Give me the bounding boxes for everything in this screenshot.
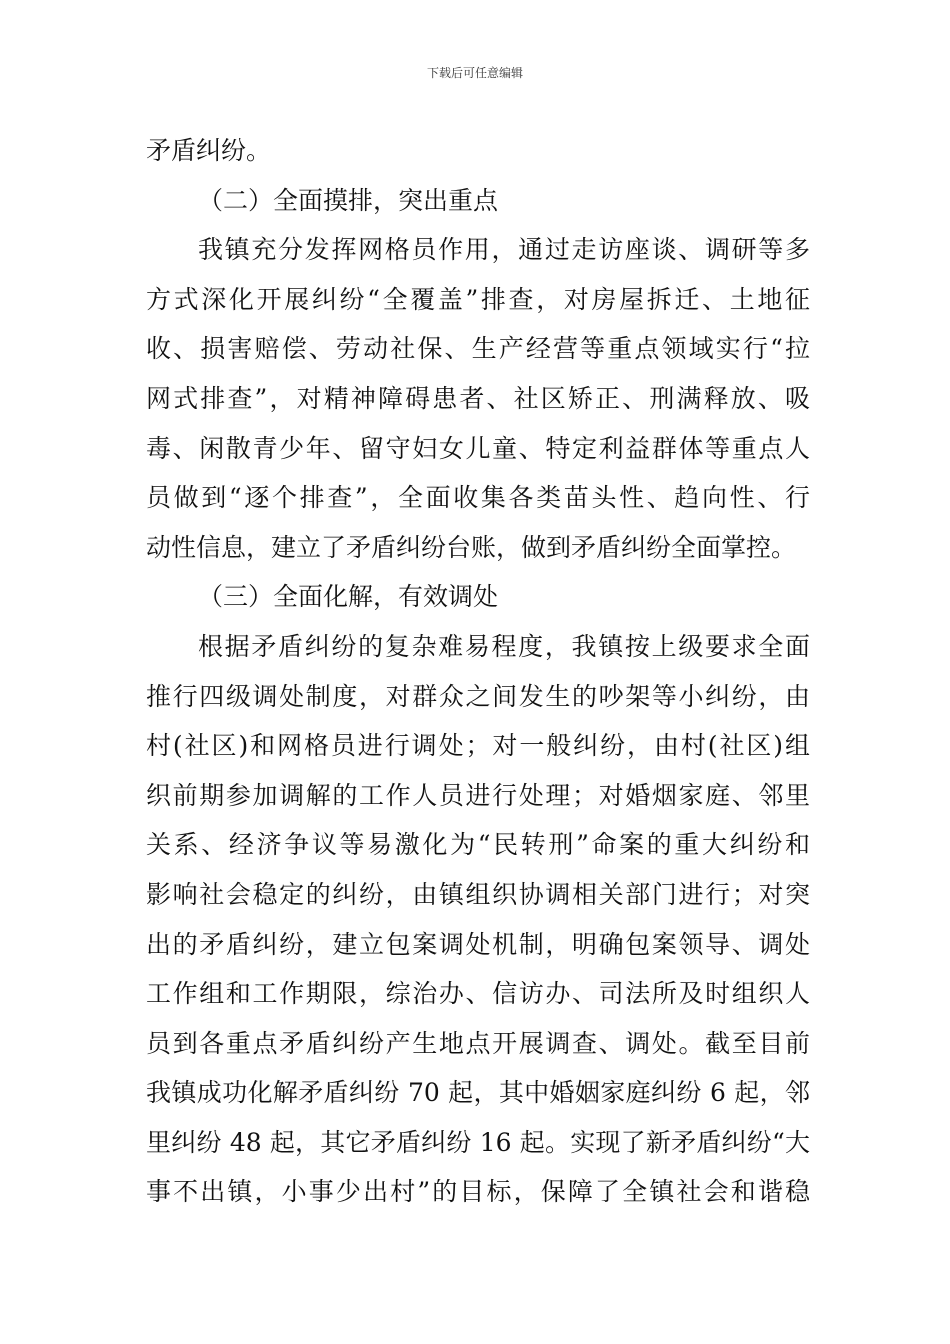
paragraph-line: 网式排查”，对精神障碍患者、社区矫正、刑满释放、吸 xyxy=(146,383,810,413)
paragraph-line: 影响社会稳定的纠纷，由镇组织协调相关部门进行；对突 xyxy=(146,879,810,909)
paragraph-line: 关系、经济争议等易激化为“民转刑”命案的重大纠纷和 xyxy=(146,830,810,860)
paragraph-line: 根据矛盾纠纷的复杂难易程度，我镇按上级要求全面 xyxy=(198,631,810,661)
paragraph-line: 推行四级调处制度，对群众之间发生的吵架等小纠纷，由 xyxy=(146,681,810,711)
paragraph-line: 员到各重点矛盾纠纷产生地点开展调查、调处。截至目前 xyxy=(146,1028,810,1058)
paragraph-line: 我镇成功化解矛盾纠纷 70 起，其中婚姻家庭纠纷 6 起，邻 xyxy=(146,1078,810,1108)
paragraph-line: 收、损害赔偿、劳动社保、生产经营等重点领域实行“拉 xyxy=(146,334,810,364)
section-heading: （三）全面化解，有效调处 xyxy=(198,582,499,612)
paragraph-line: 出的矛盾纠纷，建立包案调处机制，明确包案领导、调处 xyxy=(146,929,810,959)
paragraph-line: 动性信息，建立了矛盾纠纷台账，做到矛盾纠纷全面掌控。 xyxy=(146,532,797,562)
paragraph-line: 工作组和工作期限，综治办、信访办、司法所及时组织人 xyxy=(146,979,810,1009)
section-heading: （二）全面摸排，突出重点 xyxy=(198,185,499,215)
paragraph-line: 毒、闲散青少年、留守妇女儿童、特定利益群体等重点人 xyxy=(146,433,810,463)
paragraph-line: 村(社区)和网格员进行调处；对一般纠纷，由村(社区)组 xyxy=(146,731,810,761)
document-body xyxy=(146,126,810,1217)
paragraph-line: 矛盾纠纷。 xyxy=(146,136,272,165)
paragraph-line: 员做到“逐个排查”，全面收集各类苗头性、趋向性、行 xyxy=(146,483,810,513)
paragraph-line: 里纠纷 48 起，其它矛盾纠纷 16 起。实现了新矛盾纠纷“大 xyxy=(146,1127,810,1157)
page-header: 下载后可任意编辑 xyxy=(426,66,523,80)
paragraph-line: 事不出镇，小事少出村”的目标，保障了全镇社会和谐稳 xyxy=(146,1177,810,1207)
paragraph-line: 织前期参加调解的工作人员进行处理；对婚烟家庭、邻里 xyxy=(146,780,810,810)
paragraph-line: 我镇充分发挥网格员作用，通过走访座谈、调研等多 xyxy=(198,235,810,265)
paragraph-line: 方式深化开展纠纷“全覆盖”排查，对房屋拆迁、土地征 xyxy=(146,284,810,314)
